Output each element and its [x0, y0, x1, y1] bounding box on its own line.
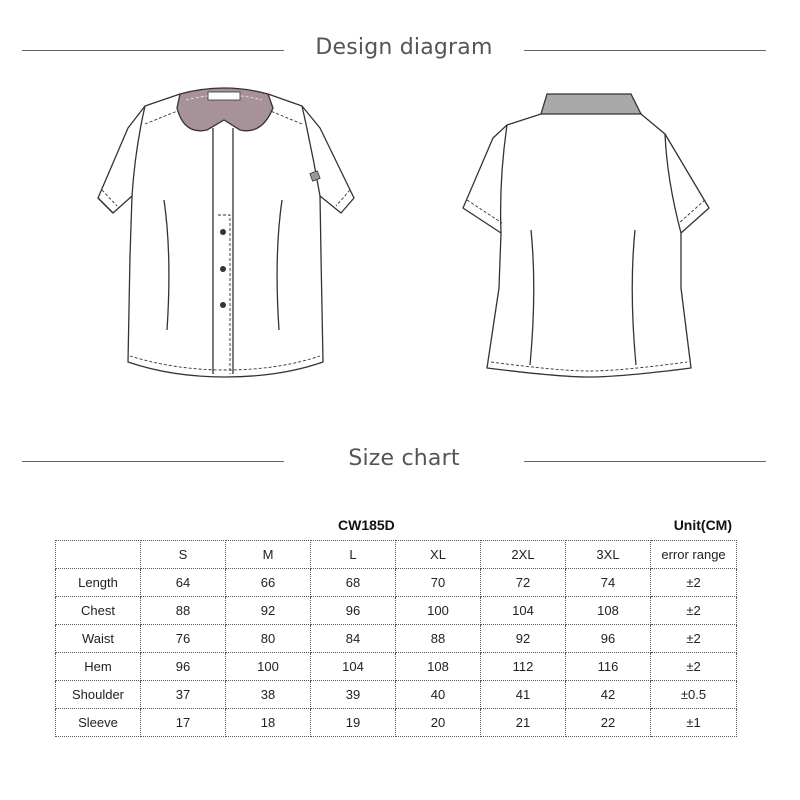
- table-cell: 76: [141, 625, 226, 653]
- header-cell: L: [311, 541, 396, 569]
- table-cell: 96: [566, 625, 651, 653]
- table-cell: 100: [226, 653, 311, 681]
- front-body-outline: [98, 94, 354, 377]
- shirt-front-view: [90, 80, 365, 385]
- table-cell: 100: [396, 597, 481, 625]
- row-label: Shoulder: [56, 681, 141, 709]
- header-rule-right: [524, 50, 766, 51]
- size-chart-header: [0, 446, 800, 476]
- table-cell: 96: [141, 653, 226, 681]
- design-diagram-title: Design diagram: [315, 35, 493, 60]
- table-cell: 68: [311, 569, 396, 597]
- header-cell: [56, 541, 141, 569]
- design-diagram-header: [0, 35, 800, 65]
- row-label: Waist: [56, 625, 141, 653]
- header-rule-left: [22, 50, 284, 51]
- table-cell: 74: [566, 569, 651, 597]
- table-cell: 112: [481, 653, 566, 681]
- button-2: [220, 266, 226, 272]
- table-cell: 84: [311, 625, 396, 653]
- table-cell: 20: [396, 709, 481, 737]
- button-3: [220, 302, 226, 308]
- header-cell: 2XL: [481, 541, 566, 569]
- table-row: [56, 653, 737, 681]
- model-code: CW185D: [338, 517, 395, 533]
- row-label: Hem: [56, 653, 141, 681]
- table-row: [56, 709, 737, 737]
- table-cell: 96: [311, 597, 396, 625]
- error-cell: ±1: [651, 709, 737, 737]
- table-row: [56, 625, 737, 653]
- table-cell: 88: [141, 597, 226, 625]
- table-cell: 70: [396, 569, 481, 597]
- table-row: [56, 569, 737, 597]
- header-cell: XL: [396, 541, 481, 569]
- header-rule-left: [22, 461, 284, 462]
- shirt-back-view: [455, 80, 730, 385]
- table-cell: 18: [226, 709, 311, 737]
- table-cell: 40: [396, 681, 481, 709]
- size-table: [55, 540, 737, 737]
- table-cell: 19: [311, 709, 396, 737]
- table-cell: 92: [481, 625, 566, 653]
- error-cell: ±2: [651, 597, 737, 625]
- error-cell: ±2: [651, 653, 737, 681]
- row-label: Chest: [56, 597, 141, 625]
- table-cell: 108: [396, 653, 481, 681]
- table-cell: 92: [226, 597, 311, 625]
- table-row: [56, 681, 737, 709]
- table-cell: 116: [566, 653, 651, 681]
- table-cell: 22: [566, 709, 651, 737]
- row-label: Length: [56, 569, 141, 597]
- header-cell: M: [226, 541, 311, 569]
- back-body-outline: [463, 114, 709, 377]
- header-cell: 3XL: [566, 541, 651, 569]
- table-cell: 39: [311, 681, 396, 709]
- header-cell: error range: [651, 541, 737, 569]
- collar-band: [208, 92, 240, 100]
- table-cell: 88: [396, 625, 481, 653]
- table-cell: 66: [226, 569, 311, 597]
- back-collar: [541, 94, 641, 114]
- table-cell: 108: [566, 597, 651, 625]
- table-cell: 38: [226, 681, 311, 709]
- error-cell: ±0.5: [651, 681, 737, 709]
- table-header-row: [56, 541, 737, 569]
- table-cell: 72: [481, 569, 566, 597]
- header-cell: S: [141, 541, 226, 569]
- size-chart-title: Size chart: [348, 446, 460, 471]
- table-cell: 80: [226, 625, 311, 653]
- button-1: [220, 229, 226, 235]
- table-cell: 42: [566, 681, 651, 709]
- header-rule-right: [524, 461, 766, 462]
- error-cell: ±2: [651, 625, 737, 653]
- table-cell: 64: [141, 569, 226, 597]
- table-cell: 104: [481, 597, 566, 625]
- table-cell: 37: [141, 681, 226, 709]
- table-cell: 104: [311, 653, 396, 681]
- table-cell: 21: [481, 709, 566, 737]
- table-row: [56, 597, 737, 625]
- table-cell: 17: [141, 709, 226, 737]
- unit-label: Unit(CM): [673, 517, 732, 533]
- error-cell: ±2: [651, 569, 737, 597]
- row-label: Sleeve: [56, 709, 141, 737]
- table-cell: 41: [481, 681, 566, 709]
